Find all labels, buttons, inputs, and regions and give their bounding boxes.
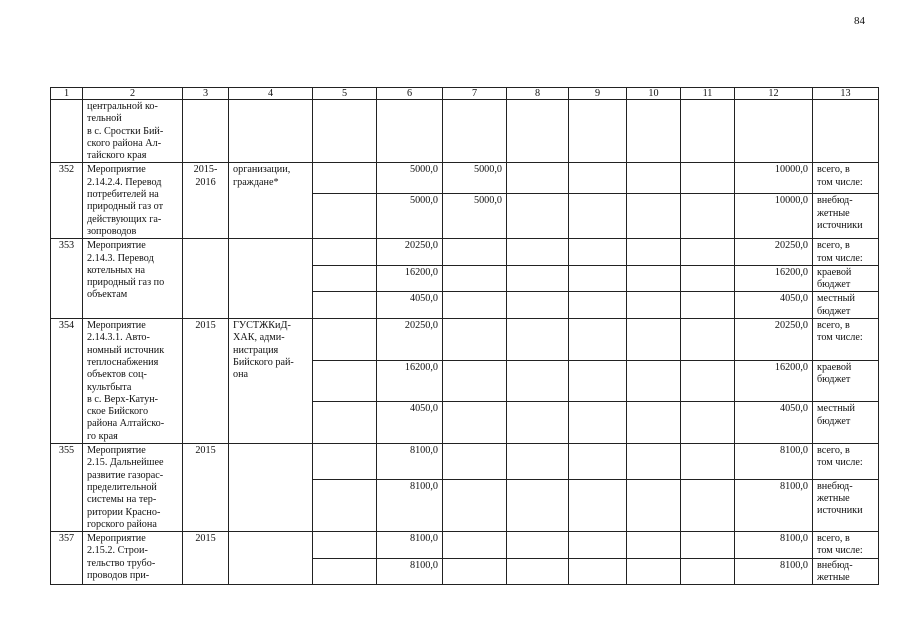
- col12-total-cell: 8100,0: [735, 532, 813, 559]
- col11-cell: [681, 479, 735, 531]
- table-row: [51, 532, 879, 559]
- header-row: [51, 88, 879, 100]
- col6-amount-cell: 5000,0: [377, 194, 443, 239]
- table-row: [51, 163, 879, 194]
- col10-cell: [627, 558, 681, 585]
- funding-source-cell: внебюд- жетные: [813, 558, 879, 585]
- executor-cell: [229, 239, 313, 319]
- col8-cell: [507, 402, 569, 444]
- col9-cell: [569, 532, 627, 559]
- empty-cell: [313, 100, 377, 163]
- col6-amount-cell: 20250,0: [377, 239, 443, 266]
- years-cell: 2015: [183, 319, 229, 444]
- measure-name-cell: Мероприятие 2.14.3.1. Авто- номный источник теплоснабжения объектов соц- культбыта в с. Верх-Катун- ское Бийского района Алтайско- го края: [83, 319, 183, 444]
- col8-cell: [507, 319, 569, 361]
- col8-cell: [507, 239, 569, 266]
- col5-cell: [313, 558, 377, 585]
- row-number-cell: 357: [51, 532, 83, 585]
- col8-cell: [507, 265, 569, 292]
- col8-cell: [507, 163, 569, 194]
- empty-cell: [377, 100, 443, 163]
- col7-amount-cell: [443, 444, 507, 480]
- col7-amount-cell: [443, 558, 507, 585]
- col12-total-cell: 16200,0: [735, 265, 813, 292]
- col6-amount-cell: 20250,0: [377, 319, 443, 361]
- table-row: [51, 444, 879, 480]
- col5-cell: [313, 239, 377, 266]
- col10-cell: [627, 444, 681, 480]
- row-number-cell: 352: [51, 163, 83, 239]
- col12-total-cell: 4050,0: [735, 292, 813, 319]
- col7-amount-cell: [443, 479, 507, 531]
- col11-cell: [681, 163, 735, 194]
- funding-source-cell: всего, в том числе:: [813, 444, 879, 480]
- col9-cell: [569, 558, 627, 585]
- column-header-7: 7: [443, 88, 507, 100]
- col10-cell: [627, 239, 681, 266]
- col5-cell: [313, 194, 377, 239]
- col9-cell: [569, 239, 627, 266]
- col12-total-cell: 8100,0: [735, 558, 813, 585]
- col7-amount-cell: [443, 239, 507, 266]
- funding-source-cell: местный бюджет: [813, 402, 879, 444]
- col6-amount-cell: 4050,0: [377, 292, 443, 319]
- column-header-8: 8: [507, 88, 569, 100]
- col10-cell: [627, 194, 681, 239]
- years-cell: 2015: [183, 444, 229, 532]
- col10-cell: [627, 163, 681, 194]
- continuation-name-cell: центральной ко- тельной в с. Сростки Бий- ского района Ал- тайского края: [83, 100, 183, 163]
- col11-cell: [681, 292, 735, 319]
- page-number: 84: [854, 15, 865, 27]
- col6-amount-cell: 5000,0: [377, 163, 443, 194]
- col9-cell: [569, 402, 627, 444]
- col9-cell: [569, 292, 627, 319]
- col7-amount-cell: [443, 292, 507, 319]
- col5-cell: [313, 444, 377, 480]
- col10-cell: [627, 360, 681, 402]
- col11-cell: [681, 239, 735, 266]
- table-row: [51, 319, 879, 361]
- column-header-2: 2: [83, 88, 183, 100]
- col8-cell: [507, 360, 569, 402]
- continuation-row: [51, 100, 879, 163]
- col8-cell: [507, 532, 569, 559]
- col10-cell: [627, 265, 681, 292]
- empty-cell: [627, 100, 681, 163]
- column-header-1: 1: [51, 88, 83, 100]
- col10-cell: [627, 479, 681, 531]
- empty-cell: [229, 100, 313, 163]
- col9-cell: [569, 163, 627, 194]
- empty-cell: [51, 100, 83, 163]
- col5-cell: [313, 292, 377, 319]
- column-header-13: 13: [813, 88, 879, 100]
- empty-cell: [507, 100, 569, 163]
- col8-cell: [507, 444, 569, 480]
- col9-cell: [569, 194, 627, 239]
- col12-total-cell: 8100,0: [735, 444, 813, 480]
- col12-total-cell: 8100,0: [735, 479, 813, 531]
- years-cell: 2015: [183, 532, 229, 585]
- col5-cell: [313, 319, 377, 361]
- col6-amount-cell: 8100,0: [377, 444, 443, 480]
- col5-cell: [313, 479, 377, 531]
- col7-amount-cell: [443, 402, 507, 444]
- col9-cell: [569, 319, 627, 361]
- col11-cell: [681, 194, 735, 239]
- measure-name-cell: Мероприятие 2.14.3. Перевод котельных на природный газ по объектам: [83, 239, 183, 319]
- column-header-12: 12: [735, 88, 813, 100]
- col7-amount-cell: 5000,0: [443, 194, 507, 239]
- col12-total-cell: 4050,0: [735, 402, 813, 444]
- col8-cell: [507, 194, 569, 239]
- funding-source-cell: краевой бюджет: [813, 265, 879, 292]
- col6-amount-cell: 16200,0: [377, 265, 443, 292]
- col8-cell: [507, 479, 569, 531]
- empty-cell: [183, 100, 229, 163]
- col7-amount-cell: [443, 532, 507, 559]
- col11-cell: [681, 360, 735, 402]
- col8-cell: [507, 558, 569, 585]
- col11-cell: [681, 402, 735, 444]
- col9-cell: [569, 479, 627, 531]
- measure-name-cell: Мероприятие 2.15. Дальнейшее развитие газорас- пределительной системы на тер- ритории Красно- горского района: [83, 444, 183, 532]
- col11-cell: [681, 532, 735, 559]
- funding-source-cell: всего, в том числе:: [813, 239, 879, 266]
- col9-cell: [569, 444, 627, 480]
- col12-total-cell: 10000,0: [735, 163, 813, 194]
- years-cell: 2015- 2016: [183, 163, 229, 239]
- col12-total-cell: 20250,0: [735, 319, 813, 361]
- column-header-3: 3: [183, 88, 229, 100]
- empty-cell: [813, 100, 879, 163]
- executor-cell: [229, 532, 313, 585]
- col9-cell: [569, 265, 627, 292]
- col7-amount-cell: 5000,0: [443, 163, 507, 194]
- empty-cell: [569, 100, 627, 163]
- empty-cell: [443, 100, 507, 163]
- col7-amount-cell: [443, 319, 507, 361]
- col9-cell: [569, 360, 627, 402]
- col5-cell: [313, 360, 377, 402]
- col5-cell: [313, 532, 377, 559]
- col7-amount-cell: [443, 360, 507, 402]
- row-number-cell: 354: [51, 319, 83, 444]
- col10-cell: [627, 532, 681, 559]
- column-header-5: 5: [313, 88, 377, 100]
- col5-cell: [313, 265, 377, 292]
- col10-cell: [627, 402, 681, 444]
- executor-cell: ГУСТЖКиД- ХАК, адми- нистрация Бийского рай- она: [229, 319, 313, 444]
- funding-source-cell: краевой бюджет: [813, 360, 879, 402]
- row-number-cell: 353: [51, 239, 83, 319]
- empty-cell: [735, 100, 813, 163]
- col6-amount-cell: 4050,0: [377, 402, 443, 444]
- row-number-cell: 355: [51, 444, 83, 532]
- col11-cell: [681, 558, 735, 585]
- col11-cell: [681, 265, 735, 292]
- empty-cell: [681, 100, 735, 163]
- col11-cell: [681, 319, 735, 361]
- col5-cell: [313, 402, 377, 444]
- col6-amount-cell: 8100,0: [377, 532, 443, 559]
- measure-name-cell: Мероприятие 2.14.2.4. Перевод потребителей на природный газ от действующих га- зопроводов: [83, 163, 183, 239]
- funding-source-cell: местный бюджет: [813, 292, 879, 319]
- funding-source-cell: всего, в том числе:: [813, 319, 879, 361]
- column-header-6: 6: [377, 88, 443, 100]
- column-header-10: 10: [627, 88, 681, 100]
- funding-source-cell: внебюд- жетные источники: [813, 479, 879, 531]
- col12-total-cell: 16200,0: [735, 360, 813, 402]
- col11-cell: [681, 444, 735, 480]
- col12-total-cell: 10000,0: [735, 194, 813, 239]
- column-header-4: 4: [229, 88, 313, 100]
- measure-name-cell: Мероприятие 2.15.2. Строи- тельство трубо- проводов при-: [83, 532, 183, 585]
- col6-amount-cell: 8100,0: [377, 558, 443, 585]
- funding-source-cell: всего, в том числе:: [813, 532, 879, 559]
- years-cell: [183, 239, 229, 319]
- executor-cell: организации, граждане*: [229, 163, 313, 239]
- col7-amount-cell: [443, 265, 507, 292]
- col12-total-cell: 20250,0: [735, 239, 813, 266]
- column-header-11: 11: [681, 88, 735, 100]
- funding-source-cell: всего, в том числе:: [813, 163, 879, 194]
- col5-cell: [313, 163, 377, 194]
- col6-amount-cell: 8100,0: [377, 479, 443, 531]
- executor-cell: [229, 444, 313, 532]
- col6-amount-cell: 16200,0: [377, 360, 443, 402]
- column-header-9: 9: [569, 88, 627, 100]
- table-row: [51, 239, 879, 266]
- table-body: [51, 100, 879, 585]
- budget-table: [50, 87, 879, 585]
- col10-cell: [627, 319, 681, 361]
- funding-source-cell: внебюд- жетные источники: [813, 194, 879, 239]
- col8-cell: [507, 292, 569, 319]
- col10-cell: [627, 292, 681, 319]
